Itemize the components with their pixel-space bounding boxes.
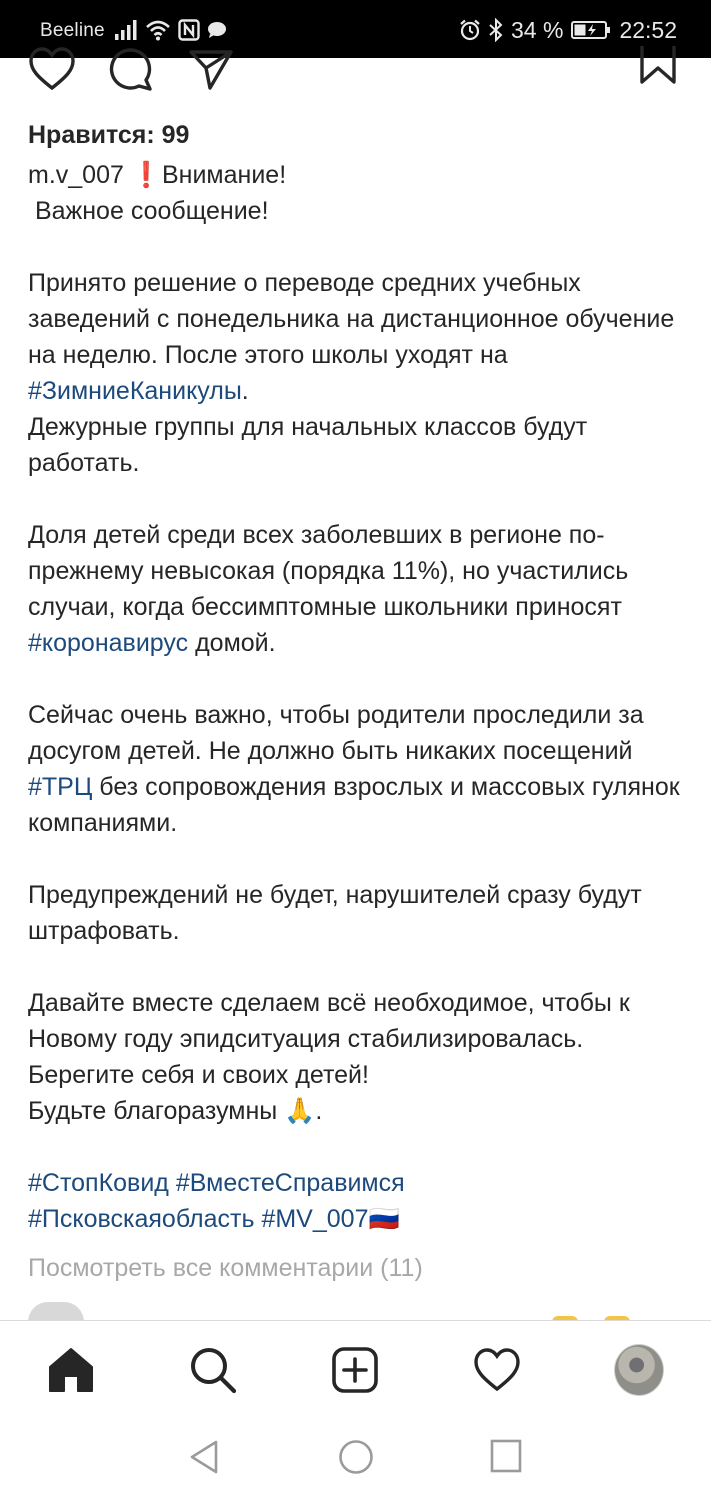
new-post-icon[interactable] — [330, 1345, 380, 1395]
hashtag-link[interactable]: #коронавирус — [28, 629, 189, 657]
comment-icon[interactable] — [108, 46, 154, 97]
bookmark-icon[interactable] — [638, 44, 678, 91]
hashtag-link[interactable]: #СтопКовид — [28, 1169, 169, 1197]
heart-icon[interactable] — [28, 46, 76, 97]
flag-emoji: 🇷🇺 — [368, 1205, 400, 1233]
hashtag-link[interactable]: #MV_007 — [261, 1205, 369, 1233]
search-icon[interactable] — [188, 1345, 238, 1395]
hashtag-link[interactable]: #ТРЦ — [28, 773, 93, 801]
clock: 22:52 — [619, 16, 677, 43]
back-icon[interactable] — [188, 1439, 220, 1480]
battery-percent: 34 % — [511, 16, 564, 43]
caption-paragraph-2b: домой. — [188, 629, 276, 657]
caption-paragraph-3b: без сопровождения взрослых и массовых гулянок компаниями. — [28, 773, 687, 837]
caption-paragraph-5: Давайте вместе сделаем всё необходимое, чтобы к Новому году эпидситуация стабилизировалась. Берегите себя и своих детей! Будьте благоразумны — [28, 989, 630, 1125]
post-caption — [28, 157, 688, 1237]
caption-paragraph-1b: . Дежурные группы для начальных классов будут работать. — [28, 377, 588, 477]
home-circle-icon[interactable] — [338, 1439, 374, 1480]
caption-paragraph-1a: Принято решение о переводе средних учебных заведений с понедельника на дистанционное обучение на неделю. После этого школы уходят на — [28, 269, 682, 369]
wifi-icon — [145, 19, 171, 41]
exclamation-emoji: ❗ — [130, 161, 162, 189]
bottom-navigation — [0, 1320, 711, 1415]
caption-paragraph-5-end: . — [315, 1097, 323, 1125]
caption-paragraph-2a: Доля детей среди всех заболевших в регионе по-прежнему невысокая (порядка 11%), но участились случаи, когда бессимптомные школьники приносят — [28, 521, 636, 621]
battery-icon — [571, 20, 611, 40]
view-all-comments-link[interactable]: Посмотреть все комментарии (11) — [28, 1254, 423, 1282]
caption-line-1: Внимание! — [161, 161, 287, 189]
activity-heart-icon[interactable] — [472, 1345, 522, 1395]
signal-icon — [114, 19, 138, 41]
recents-icon[interactable] — [490, 1439, 522, 1478]
carrier-name: Beeline — [40, 20, 105, 41]
caption-username[interactable]: m.v_007 — [28, 161, 124, 189]
post-actions-row — [0, 58, 711, 98]
system-navigation-bar — [0, 1415, 711, 1500]
profile-avatar[interactable] — [614, 1345, 664, 1395]
home-icon[interactable] — [46, 1345, 96, 1395]
caption-line-2: Важное сообщение! — [28, 197, 269, 225]
hashtag-link[interactable]: #Псковскаяобласть — [28, 1205, 255, 1233]
share-icon[interactable] — [188, 48, 234, 97]
message-icon — [207, 21, 227, 39]
bluetooth-icon — [489, 18, 503, 42]
caption-paragraph-3a: Сейчас очень важно, чтобы родители проследили за досугом детей. Не должно быть никаких посещений — [28, 701, 651, 765]
alarm-icon — [459, 19, 481, 41]
status-bar — [0, 0, 711, 58]
likes-count[interactable]: Нравится: 99 — [28, 121, 190, 149]
hashtag-link[interactable]: #ЗимниеКаникулы — [28, 377, 242, 405]
hashtag-link[interactable]: #ВместеСправимся — [175, 1169, 405, 1197]
pray-emoji: 🙏 — [284, 1097, 316, 1125]
caption-paragraph-4: Предупреждений не будет, нарушителей сразу будут штрафовать. — [28, 881, 649, 945]
nfc-icon — [178, 19, 200, 41]
commenter-avatar — [28, 1302, 84, 1322]
